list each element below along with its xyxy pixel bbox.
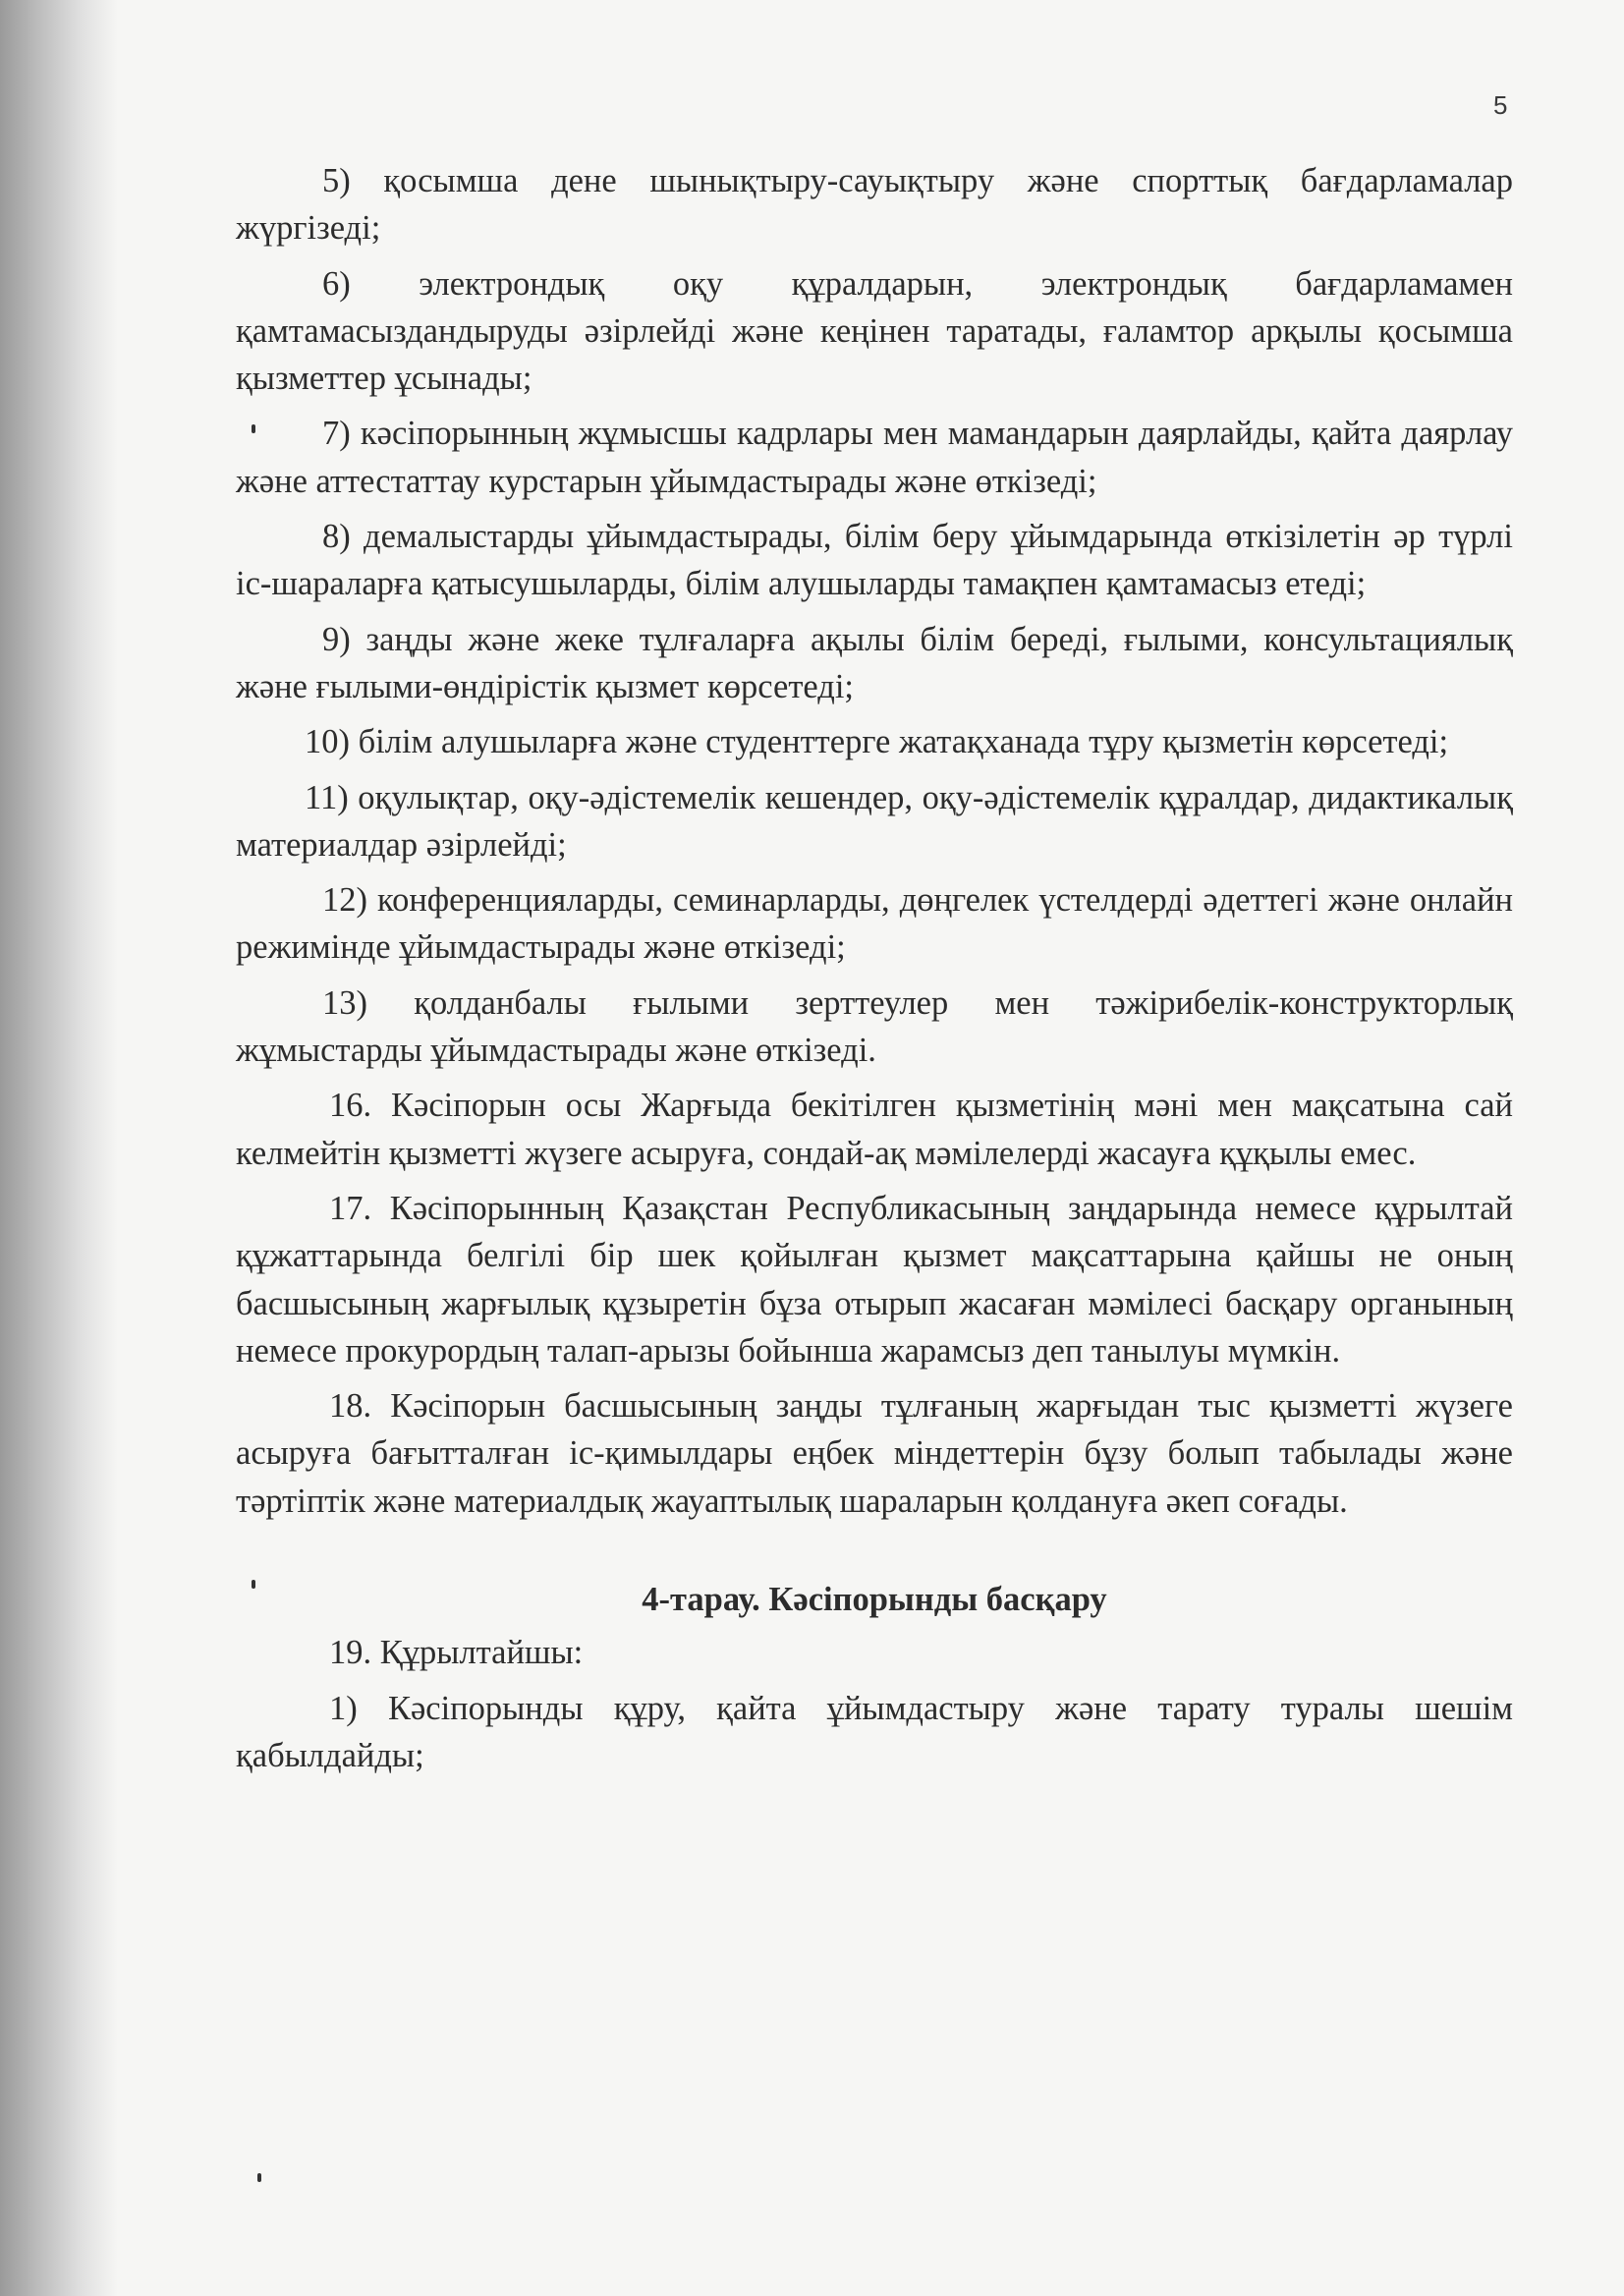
list-item-13: 13) қолданбалы ғылыми зерттеулер мен тәжірибелік-конструкторлық жұмыстарды ұйымдастырады және өткізеді.	[236, 983, 1513, 1070]
list-item-6: 6) электрондық оқу құралдарын, электрондық бағдарламамен қамтамасыздандыруды әзірлейді және кеңінен таратады, ғаламтор арқылы қосымша қызметтер ұсынады;	[236, 264, 1513, 398]
list-item-5: 5) қосымша дене шынықтыру-сауықтыру және спорттық бағдарламалар жүргізеді;	[236, 162, 1513, 248]
list-item-10: 10) білім алушыларға және студенттерге жатақханада тұру қызметін көрсетеді;	[305, 723, 1449, 761]
document-body	[236, 157, 1513, 1787]
chapter-heading: 4-тарау. Кәсіпорынды басқару	[642, 1581, 1107, 1619]
scan-speck	[257, 2173, 261, 2182]
clause-19-item-1: 1) Кәсіпорынды құру, қайта ұйымдастыру және тарату туралы шешім қабылдайды;	[236, 1689, 1513, 1774]
clause-16: 16. Кәсіпорын осы Жарғыда бекітілген қызметінің мәні мен мақсатына сай келмейтін қызметті жүзеге асыруға, сондай-ақ мәмілелерді жасауға құқылы емес.	[236, 1087, 1513, 1172]
scan-speck	[252, 1580, 255, 1589]
scan-binding-shadow	[0, 0, 118, 2296]
list-item-12: 12) конференцияларды, семинарларды, дөңгелек үстелдерді әдеттегі және онлайн режимінде ұйымдастырады және өткізеді;	[236, 881, 1513, 967]
list-item-7: 7) кәсіпорынның жұмысшы кадрлары мен мамандарын даярлайды, қайта даярлау және аттестаттау курстарын ұйымдастырады және өткізеді;	[236, 415, 1513, 500]
scan-speck	[252, 424, 255, 433]
clause-19: 19. Құрылтайшы:	[329, 1634, 584, 1672]
list-item-11: 11) оқулықтар, оқу-әдістемелік кешендер, оқу-әдістемелік құралдар, дидактикалық материалдар әзірлейді;	[236, 778, 1513, 864]
clause-18: 18. Кәсіпорын басшысының заңды тұлғаның жарғыдан тыс қызметті жүзеге асыруға бағытталған іс-қимылдары еңбек міндеттерін бұзу болып табылады және тәртіптік және материалдық жауаптылық шараларын қолдануға әкеп соғады.	[236, 1387, 1513, 1520]
list-item-8: 8) демалыстарды ұйымдастырады, білім беру ұйымдарында өткізілетін әр түрлі іс-шараларға қатысушыларды, білім алушыларды тамақпен қамтамасыз етеді;	[236, 518, 1513, 603]
clause-17: 17. Кәсіпорынның Қазақстан Республикасының заңдарында немесе құрылтай құжаттарында белгілі бір шек қойылған қызмет мақсаттарына қайшы не оның басшысының жарғылық құзыретін бұза отырып жасаған мәмілесі басқару органының немесе прокурордың талап-арызы бойынша жарамсыз деп танылуы мүмкін.	[236, 1189, 1513, 1370]
list-item-9: 9) заңды және жеке тұлғаларға ақылы білім береді, ғылыми, консультациялық және ғылыми-өндірістік қызмет көрсетеді;	[236, 620, 1513, 705]
page-number: 5	[1493, 90, 1508, 120]
